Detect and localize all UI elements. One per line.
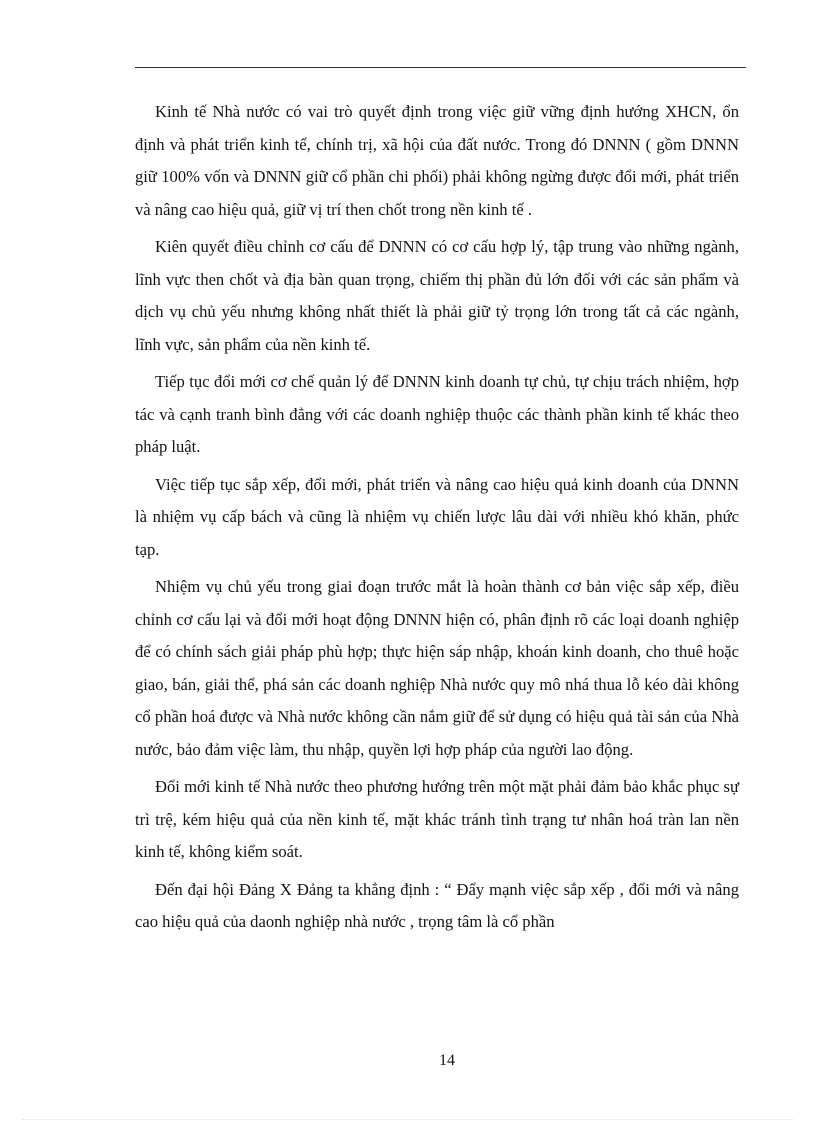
page-number: 14 [439,1052,455,1069]
document-body [135,96,739,944]
paragraph: Đến đại hội Đảng X Đảng ta khẳng định : “ Đẩy mạnh việc sắp xếp , đổi mới và nâng cao hiệu quả của daonh nghiệp nhà nước , trọng tâm là cổ phần [135,879,739,931]
paragraph: Kinh tế Nhà nước có vai trò quyết định trong việc giữ vững định hướng XHCN, ổn định và phát triển kinh tế, chính trị, xã hội của đất nước. Trong đó DNNN ( gồm DNNN giữ 100% vốn và DNNN giữ cổ phần chi phối) phải không ngừng được đổi mới, phát triển và nâng cao hiệu quả, giữ vị trí then chốt trong nền kinh tế . [135,102,739,219]
paragraph: Tiếp tục đổi mới cơ chế quản lý để DNNN kinh doanh tự chủ, tự chịu trách nhiệm, hợp tác và cạnh tranh bình đẳng với các doanh nghiệp thuộc các thành phần kinh tế khác theo pháp luật. [135,372,739,456]
paragraph: Nhiệm vụ chủ yếu trong giai đoạn trước mắt là hoàn thành cơ bản việc sắp xếp, điều chỉnh cơ cấu lại và đổi mới hoạt động DNNN hiện có, phân định rõ các loại doanh nghiệp để có chính sách giải pháp phù hợp; thực hiện sáp nhập, khoán kinh doanh, cho thuê hoặc giao, bán, giải thể, phá sản các doanh nghiệp Nhà nước quy mô nhá thua lỗ kéo dài không cổ phần hoá được và Nhà nước không cần nắm giữ để sử dụng có hiệu quả tài sản của Nhà nước, bảo đảm việc làm, thu nhập, quyền lợi hợp pháp của người lao động. [135,577,739,759]
paragraph: Đổi mới kinh tế Nhà nước theo phương hướng trên một mặt phải đảm bảo khắc phục sự trì trệ, kém hiệu quả của nền kinh tế, mặt khác tránh tình trạng tư nhân hoá tràn lan nền kinh tế, không kiểm soát. [135,777,739,861]
footer-dotted-rule [22,1119,794,1120]
paragraph: Việc tiếp tục sắp xếp, đổi mới, phát triển và nâng cao hiệu quả kinh doanh của DNNN là nhiệm vụ cấp bách và cũng là nhiệm vụ chiến lược lâu dài với nhiều khó khăn, phức tạp. [135,474,739,559]
header-rule [135,67,746,68]
paragraph: Kiên quyết điều chỉnh cơ cấu để DNNN có cơ cấu hợp lý, tập trung vào những ngành, lĩnh vực then chốt và địa bàn quan trọng, chiếm thị phần đủ lớn đối với các sản phẩm và dịch vụ chủ yếu nhưng không nhất thiết là phải giữ tỷ trọng lớn trong tất cả các ngành, lĩnh vực, sản phẩm của nền kinh tế. [135,237,739,354]
